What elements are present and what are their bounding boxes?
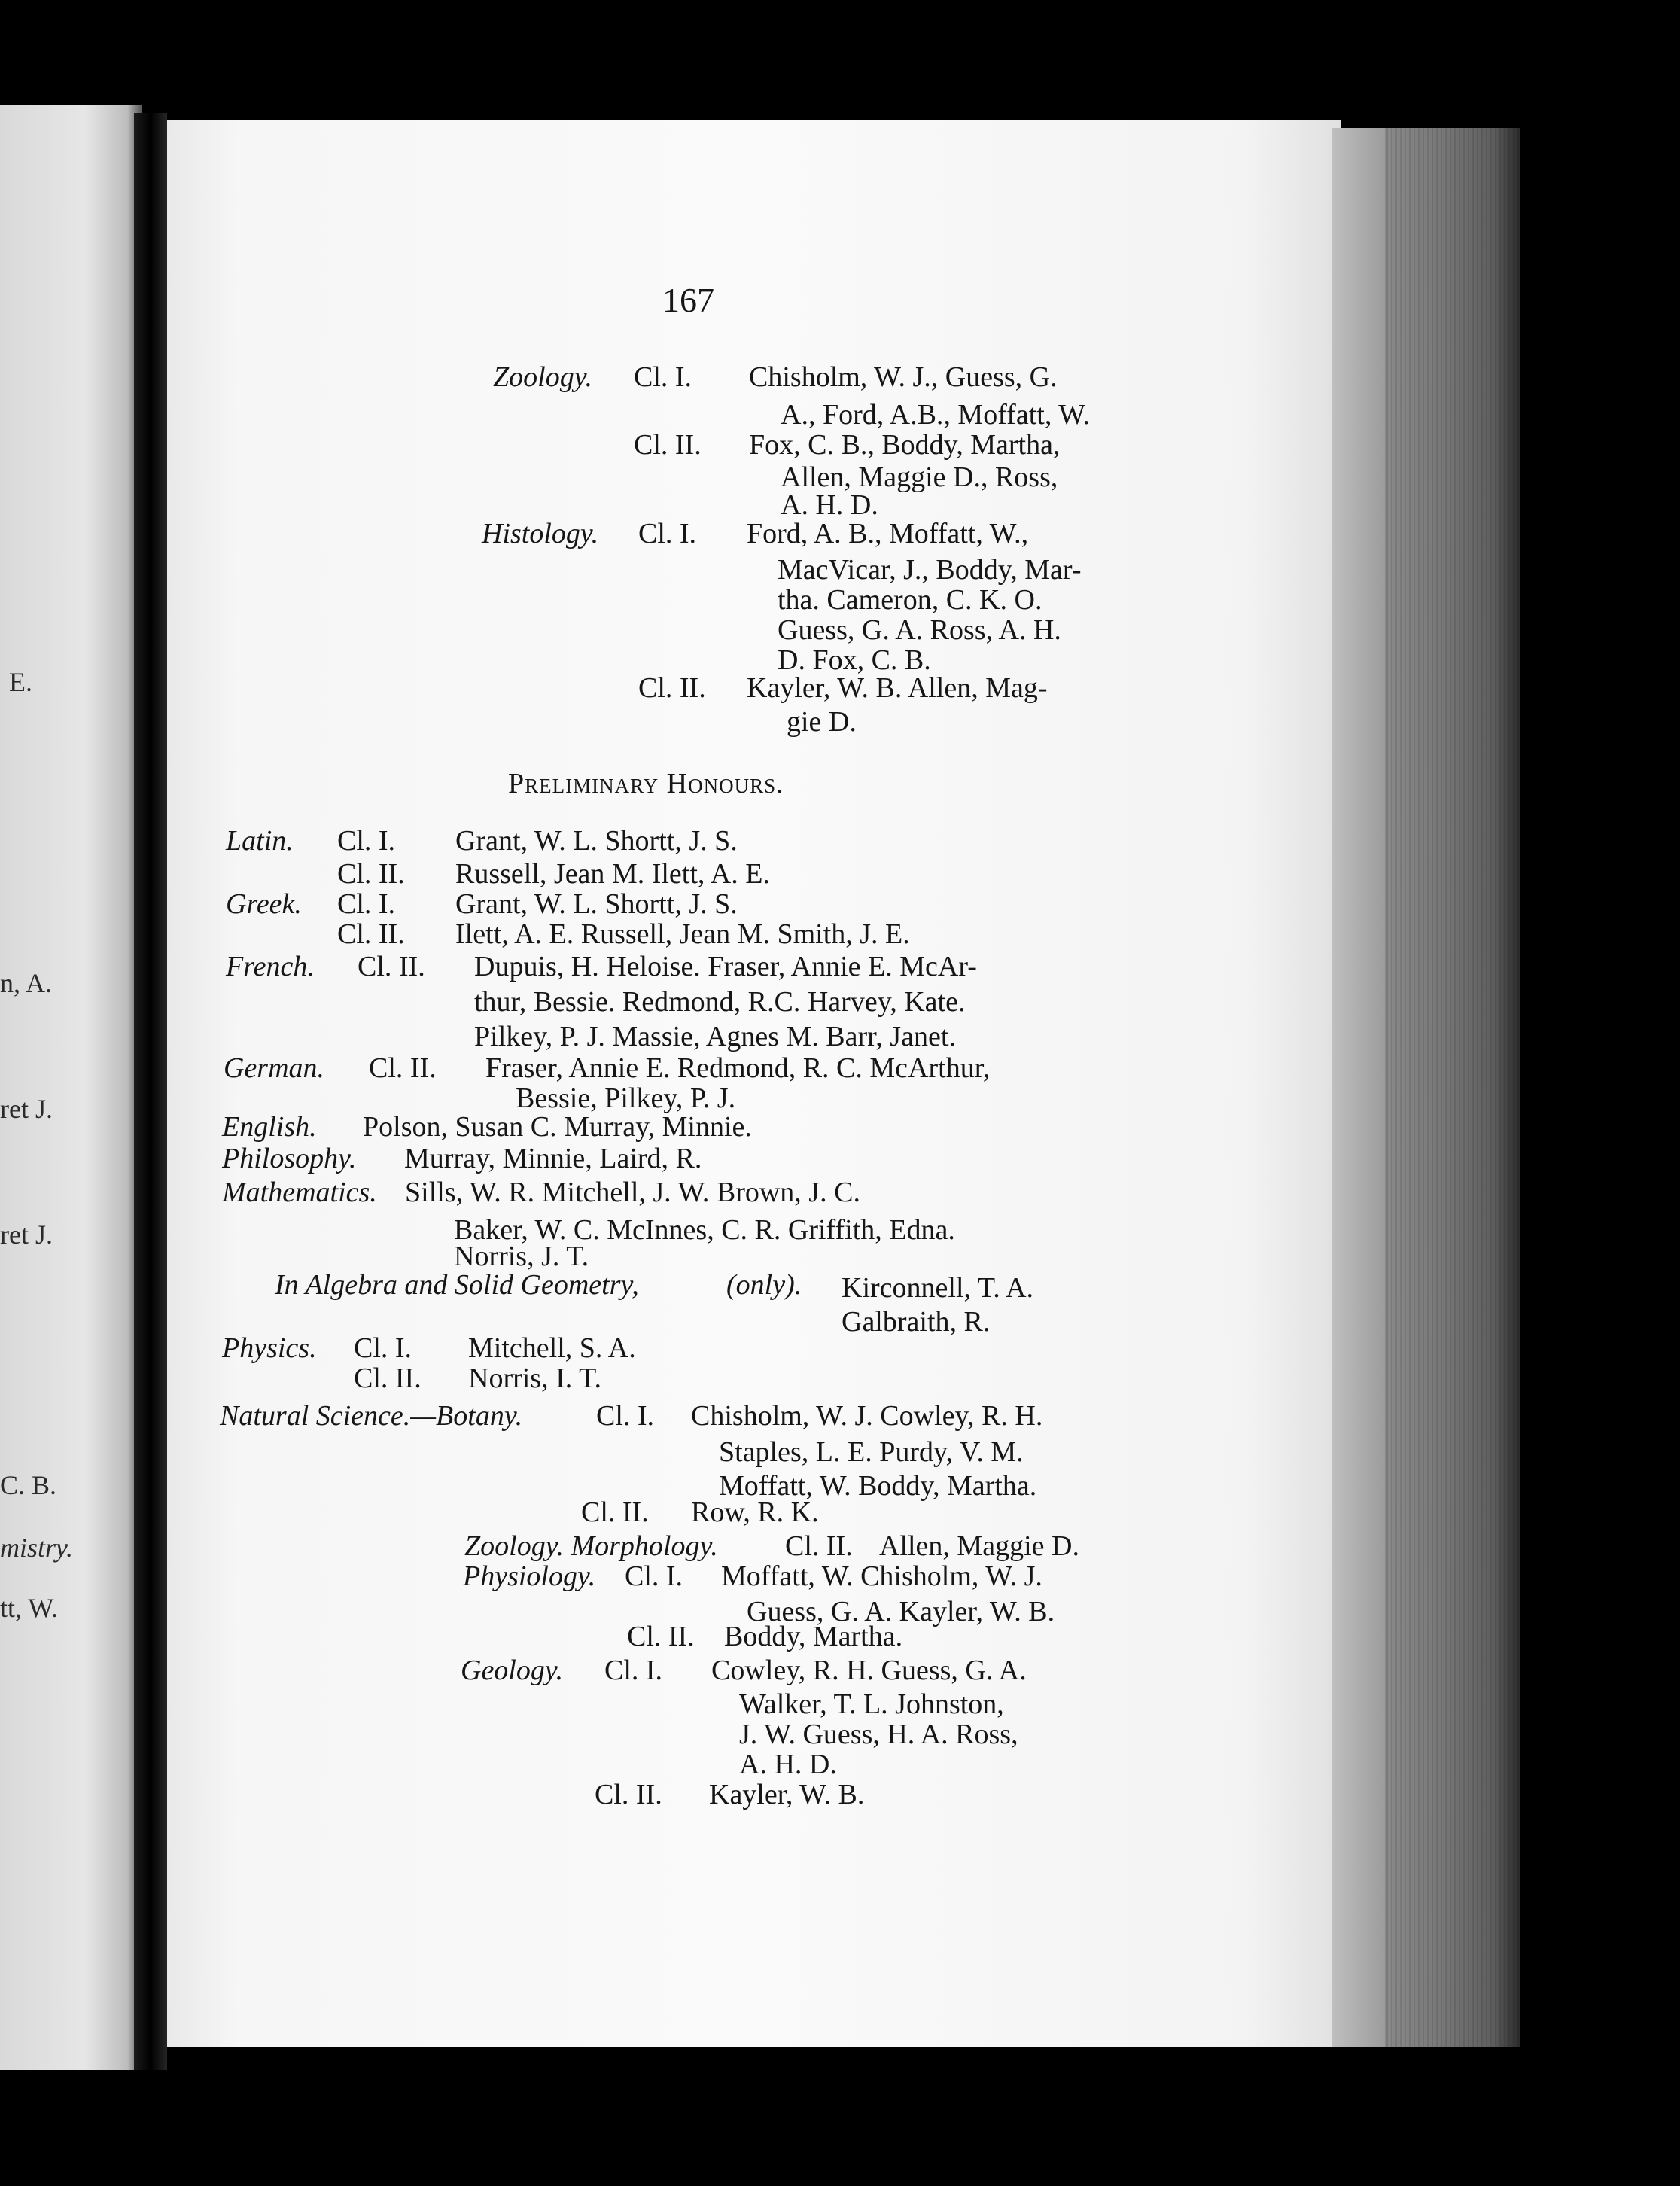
class-label: Cl. I. <box>337 825 396 857</box>
entry-line: Staples, L. E. Purdy, V. M. <box>719 1436 1024 1468</box>
entry-line: Murray, Minnie, Laird, R. <box>404 1143 702 1174</box>
class-label: Cl. II. <box>634 429 702 461</box>
entry-line: gie D. <box>787 706 857 738</box>
class-label: Cl. I. <box>354 1332 412 1364</box>
book-gutter <box>134 113 167 2070</box>
entry-line: A. H. D. <box>781 489 878 521</box>
entry-line: Sills, W. R. Mitchell, J. W. Brown, J. C. <box>405 1177 860 1208</box>
entry-line: Moffatt, W. Boddy, Martha. <box>719 1470 1037 1502</box>
entry-line: A. H. D. <box>739 1749 837 1780</box>
subject-label: (only). <box>726 1269 802 1301</box>
entry-line: Grant, W. L. Shortt, J. S. <box>455 888 738 920</box>
entry-line: Dupuis, H. Heloise. Fraser, Annie E. McAr- <box>474 951 977 982</box>
entry-line: Kayler, W. B. Allen, Mag- <box>747 672 1048 704</box>
entry-line: Galbraith, R. <box>842 1306 991 1338</box>
page-number: 167 <box>662 281 714 319</box>
entry-line: J. W. Guess, H. A. Ross, <box>739 1719 1018 1750</box>
class-label: Cl. I. <box>337 888 396 920</box>
class-label: Cl. I. <box>625 1560 683 1592</box>
entry-line: Cowley, R. H. Guess, G. A. <box>711 1655 1027 1686</box>
subject-label: Histology. <box>482 518 599 550</box>
left-fragment: E. <box>9 667 32 697</box>
class-label: Cl. II. <box>581 1496 649 1528</box>
entry-line: Walker, T. L. Johnston, <box>739 1688 1004 1720</box>
entry-line: Kirconnell, T. A. <box>842 1272 1034 1304</box>
entry-line: MacVicar, J., Boddy, Mar- <box>778 554 1082 586</box>
left-fragment: ret J. <box>0 1094 53 1124</box>
class-label: Cl. II. <box>627 1621 695 1652</box>
entry-line: A., Ford, A.B., Moffatt, W. <box>781 399 1091 431</box>
entry-line: Chisholm, W. J. Cowley, R. H. <box>691 1400 1043 1432</box>
class-label: Cl. II. <box>337 858 405 890</box>
entry-line: Fraser, Annie E. Redmond, R. C. McArthur, <box>485 1052 991 1084</box>
subject-label: Physics. <box>222 1332 317 1364</box>
entry-line: Allen, Maggie D. <box>879 1530 1079 1562</box>
page-stack-shadow <box>1332 128 1385 2047</box>
subject-label: German. <box>224 1052 325 1084</box>
entry-line: Allen, Maggie D., Ross, <box>781 461 1058 493</box>
entry-line: D. Fox, C. B. <box>778 644 931 676</box>
class-label: Cl. II. <box>354 1362 422 1394</box>
entry-line: Row, R. K. <box>691 1496 819 1528</box>
entry-line: thur, Bessie. Redmond, R.C. Harvey, Kate. <box>474 986 966 1018</box>
subject-label: Natural Science.—Botany. <box>220 1400 523 1432</box>
entry-line: Kayler, W. B. <box>709 1779 865 1810</box>
section-heading: Preliminary Honours. <box>508 768 784 799</box>
entry-line: Grant, W. L. Shortt, J. S. <box>455 825 738 857</box>
entry-line: Moffatt, W. Chisholm, W. J. <box>721 1560 1042 1592</box>
class-label: Cl. II. <box>369 1052 437 1084</box>
subject-label: In Algebra and Solid Geometry, <box>275 1269 639 1301</box>
subject-label: Physiology. <box>463 1560 596 1592</box>
entry-line: Guess, G. A. Kayler, W. B. <box>747 1596 1055 1627</box>
left-fragment: C. B. <box>0 1470 57 1500</box>
left-fragment: mistry. <box>0 1533 74 1563</box>
entry-line: Chisholm, W. J., Guess, G. <box>749 361 1058 393</box>
entry-line: Norris, J. T. <box>454 1241 589 1272</box>
class-label: Cl. I. <box>596 1400 655 1432</box>
entry-line: Ilett, A. E. Russell, Jean M. Smith, J. E. <box>455 918 910 950</box>
subject-label: Geology. <box>461 1655 564 1686</box>
entry-line: Fox, C. B., Boddy, Martha, <box>749 429 1061 461</box>
class-label: Cl. I. <box>604 1655 663 1686</box>
left-page-edge <box>0 105 142 2070</box>
entry-line: Russell, Jean M. Ilett, A. E. <box>455 858 770 890</box>
subject-label: Zoology. Morphology. <box>464 1530 718 1562</box>
subject-label: Philosophy. <box>222 1143 357 1174</box>
entry-line: Polson, Susan C. Murray, Minnie. <box>363 1111 752 1143</box>
entry-line: Mitchell, S. A. <box>468 1332 636 1364</box>
subject-label: Latin. <box>226 825 294 857</box>
class-label: Cl. II. <box>638 672 706 704</box>
subject-label: French. <box>226 951 315 982</box>
left-fragment: n, A. <box>0 968 53 998</box>
entry-line: tha. Cameron, C. K. O. <box>778 584 1042 616</box>
class-label: Cl. II. <box>785 1530 853 1562</box>
class-label: Cl. II. <box>358 951 425 982</box>
class-label: Cl. I. <box>634 361 692 393</box>
class-label: Cl. II. <box>595 1779 662 1810</box>
entry-line: Guess, G. A. Ross, A. H. <box>778 614 1061 646</box>
entry-line: Ford, A. B., Moffatt, W., <box>747 518 1029 550</box>
entry-line: Norris, I. T. <box>468 1362 601 1394</box>
left-fragment: ret J. <box>0 1219 53 1250</box>
class-label: Cl. II. <box>337 918 405 950</box>
entry-line: Bessie, Pilkey, P. J. <box>516 1082 736 1114</box>
class-label: Cl. I. <box>638 518 697 550</box>
entry-line: Pilkey, P. J. Massie, Agnes M. Barr, Janet. <box>474 1021 956 1052</box>
entry-line: Boddy, Martha. <box>724 1621 903 1652</box>
left-fragment: tt, W. <box>0 1593 59 1623</box>
subject-label: English. <box>222 1111 317 1143</box>
subject-label: Mathematics. <box>222 1177 377 1208</box>
entry-line: Baker, W. C. McInnes, C. R. Griffith, Edna. <box>454 1214 955 1246</box>
subject-label: Zoology. <box>493 361 592 393</box>
subject-label: Greek. <box>226 888 302 920</box>
